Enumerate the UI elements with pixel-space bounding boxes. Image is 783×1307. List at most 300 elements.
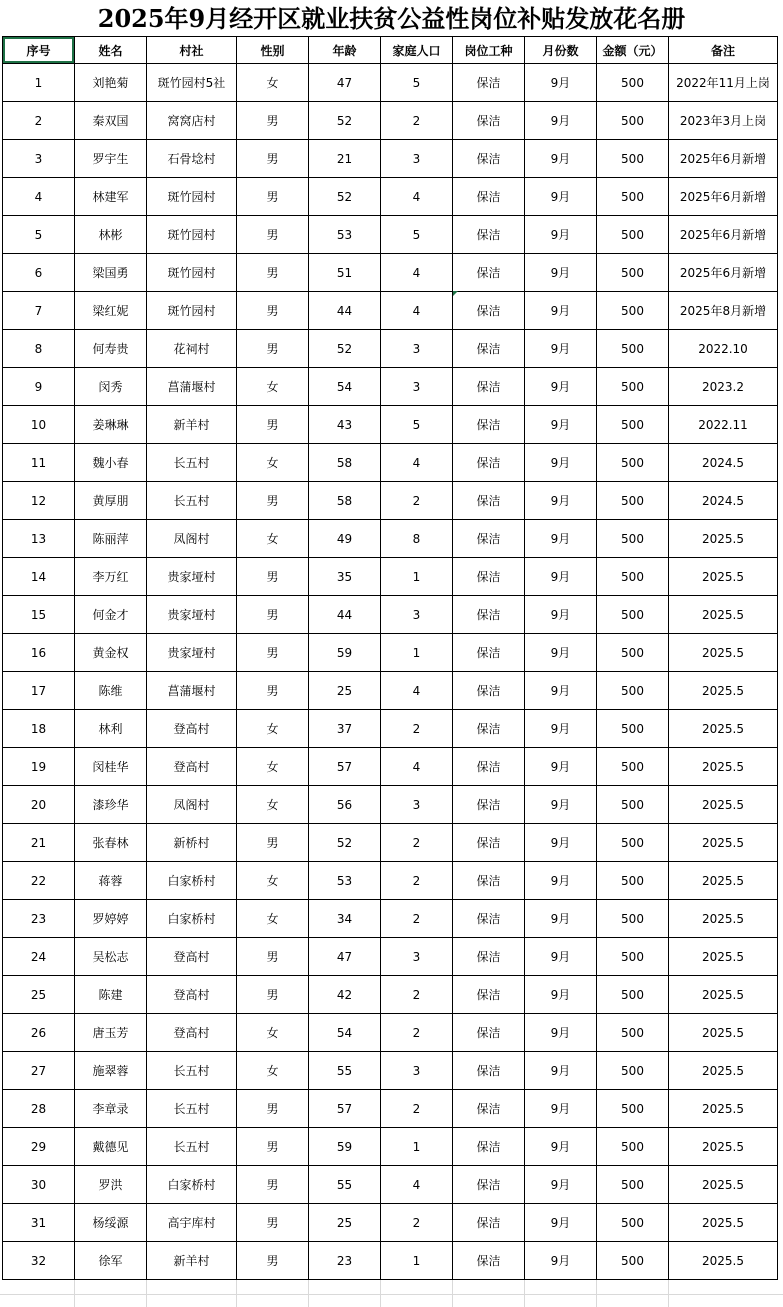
- cell-household[interactable]: 3: [381, 938, 453, 976]
- cell-village[interactable]: 斑竹园村: [147, 292, 237, 330]
- cell-village[interactable]: 石骨埝村: [147, 140, 237, 178]
- cell-household[interactable]: 2: [381, 102, 453, 140]
- cell-remark[interactable]: 2025.5: [669, 710, 778, 748]
- header-cell-amount[interactable]: 金额（元）: [597, 37, 669, 64]
- cell-month[interactable]: 9月: [525, 1090, 597, 1128]
- cell-job[interactable]: 保洁: [453, 900, 525, 938]
- cell-village[interactable]: 长五村: [147, 482, 237, 520]
- cell-age[interactable]: 47: [309, 938, 381, 976]
- cell-gender[interactable]: 男: [237, 1090, 309, 1128]
- cell-gender[interactable]: 男: [237, 216, 309, 254]
- cell-amount[interactable]: 500: [597, 292, 669, 330]
- cell-household[interactable]: 3: [381, 368, 453, 406]
- cell-gender[interactable]: 男: [237, 102, 309, 140]
- cell-name[interactable]: 吴松志: [75, 938, 147, 976]
- cell-month[interactable]: 9月: [525, 748, 597, 786]
- cell-job[interactable]: 保洁: [453, 824, 525, 862]
- cell-amount[interactable]: 500: [597, 1242, 669, 1280]
- cell-village[interactable]: 花祠村: [147, 330, 237, 368]
- cell-name[interactable]: 黄厚朋: [75, 482, 147, 520]
- cell-village[interactable]: 凤阁村: [147, 786, 237, 824]
- cell-month[interactable]: 9月: [525, 1166, 597, 1204]
- cell-job[interactable]: 保洁: [453, 1052, 525, 1090]
- cell-job[interactable]: 保洁: [453, 406, 525, 444]
- cell-age[interactable]: 57: [309, 1090, 381, 1128]
- cell-gender[interactable]: 男: [237, 558, 309, 596]
- cell-age[interactable]: 52: [309, 330, 381, 368]
- header-cell-age[interactable]: 年龄: [309, 37, 381, 64]
- cell-job[interactable]: 保洁: [453, 216, 525, 254]
- cell-village[interactable]: 贵家垭村: [147, 558, 237, 596]
- cell-household[interactable]: 5: [381, 216, 453, 254]
- cell-month[interactable]: 9月: [525, 1204, 597, 1242]
- cell-index[interactable]: 25: [3, 976, 75, 1014]
- cell-household[interactable]: 2: [381, 900, 453, 938]
- cell-household[interactable]: 2: [381, 1014, 453, 1052]
- cell-month[interactable]: 9月: [525, 976, 597, 1014]
- cell-remark[interactable]: 2022.11: [669, 406, 778, 444]
- cell-household[interactable]: 2: [381, 1204, 453, 1242]
- cell-remark[interactable]: 2025.5: [669, 520, 778, 558]
- cell-name[interactable]: 李章录: [75, 1090, 147, 1128]
- cell-household[interactable]: 5: [381, 406, 453, 444]
- cell-household[interactable]: 5: [381, 64, 453, 102]
- cell-household[interactable]: 2: [381, 976, 453, 1014]
- cell-job[interactable]: 保洁: [453, 862, 525, 900]
- cell-job[interactable]: 保洁: [453, 748, 525, 786]
- cell-household[interactable]: 4: [381, 672, 453, 710]
- cell-remark[interactable]: 2025.5: [669, 1204, 778, 1242]
- cell-name[interactable]: 罗婷婷: [75, 900, 147, 938]
- cell-job[interactable]: 保洁: [453, 634, 525, 672]
- cell-gender[interactable]: 女: [237, 444, 309, 482]
- cell-remark[interactable]: 2022.10: [669, 330, 778, 368]
- cell-gender[interactable]: 女: [237, 64, 309, 102]
- cell-month[interactable]: 9月: [525, 1128, 597, 1166]
- cell-age[interactable]: 54: [309, 368, 381, 406]
- cell-gender[interactable]: 男: [237, 330, 309, 368]
- cell-household[interactable]: 1: [381, 634, 453, 672]
- cell-village[interactable]: 长五村: [147, 1052, 237, 1090]
- cell-month[interactable]: 9月: [525, 1052, 597, 1090]
- header-cell-remark[interactable]: 备注: [669, 37, 778, 64]
- cell-village[interactable]: 长五村: [147, 444, 237, 482]
- cell-remark[interactable]: 2023.2: [669, 368, 778, 406]
- cell-amount[interactable]: 500: [597, 748, 669, 786]
- cell-age[interactable]: 53: [309, 862, 381, 900]
- cell-age[interactable]: 44: [309, 596, 381, 634]
- cell-month[interactable]: 9月: [525, 786, 597, 824]
- cell-index[interactable]: 22: [3, 862, 75, 900]
- cell-amount[interactable]: 500: [597, 938, 669, 976]
- cell-gender[interactable]: 男: [237, 178, 309, 216]
- cell-job[interactable]: 保洁: [453, 1166, 525, 1204]
- cell-village[interactable]: 菖蒲堰村: [147, 368, 237, 406]
- cell-household[interactable]: 2: [381, 710, 453, 748]
- cell-amount[interactable]: 500: [597, 634, 669, 672]
- cell-name[interactable]: 闵秀: [75, 368, 147, 406]
- cell-index[interactable]: 20: [3, 786, 75, 824]
- cell-name[interactable]: 唐玉芳: [75, 1014, 147, 1052]
- cell-gender[interactable]: 男: [237, 482, 309, 520]
- cell-household[interactable]: 2: [381, 482, 453, 520]
- cell-amount[interactable]: 500: [597, 140, 669, 178]
- cell-household[interactable]: 2: [381, 862, 453, 900]
- cell-job[interactable]: 保洁: [453, 520, 525, 558]
- cell-index[interactable]: 18: [3, 710, 75, 748]
- cell-amount[interactable]: 500: [597, 786, 669, 824]
- cell-gender[interactable]: 男: [237, 1204, 309, 1242]
- cell-remark[interactable]: 2025.5: [669, 596, 778, 634]
- cell-name[interactable]: 林建军: [75, 178, 147, 216]
- cell-village[interactable]: 贵家垭村: [147, 596, 237, 634]
- cell-village[interactable]: 贵家垭村: [147, 634, 237, 672]
- cell-index[interactable]: 11: [3, 444, 75, 482]
- cell-job[interactable]: 保洁: [453, 710, 525, 748]
- cell-month[interactable]: 9月: [525, 368, 597, 406]
- cell-household[interactable]: 3: [381, 140, 453, 178]
- cell-month[interactable]: 9月: [525, 938, 597, 976]
- cell-job[interactable]: 保洁: [453, 1014, 525, 1052]
- cell-remark[interactable]: 2025.5: [669, 824, 778, 862]
- cell-index[interactable]: 17: [3, 672, 75, 710]
- cell-month[interactable]: 9月: [525, 596, 597, 634]
- cell-job[interactable]: 保洁: [453, 1242, 525, 1280]
- cell-gender[interactable]: 女: [237, 710, 309, 748]
- cell-village[interactable]: 长五村: [147, 1090, 237, 1128]
- cell-index[interactable]: 7: [3, 292, 75, 330]
- cell-month[interactable]: 9月: [525, 900, 597, 938]
- cell-village[interactable]: 长五村: [147, 1128, 237, 1166]
- cell-job[interactable]: 保洁: [453, 1204, 525, 1242]
- header-cell-household[interactable]: 家庭人口: [381, 37, 453, 64]
- cell-household[interactable]: 4: [381, 1166, 453, 1204]
- cell-index[interactable]: 14: [3, 558, 75, 596]
- cell-index[interactable]: 16: [3, 634, 75, 672]
- cell-job[interactable]: 保洁: [453, 254, 525, 292]
- cell-name[interactable]: 陈维: [75, 672, 147, 710]
- cell-household[interactable]: 1: [381, 1242, 453, 1280]
- cell-village[interactable]: 新桥村: [147, 824, 237, 862]
- cell-index[interactable]: 4: [3, 178, 75, 216]
- cell-index[interactable]: 15: [3, 596, 75, 634]
- cell-month[interactable]: 9月: [525, 1014, 597, 1052]
- cell-village[interactable]: 新羊村: [147, 406, 237, 444]
- cell-remark[interactable]: 2025.5: [669, 1242, 778, 1280]
- cell-amount[interactable]: 500: [597, 976, 669, 1014]
- cell-gender[interactable]: 女: [237, 900, 309, 938]
- cell-job[interactable]: 保洁: [453, 102, 525, 140]
- cell-gender[interactable]: 女: [237, 748, 309, 786]
- cell-name[interactable]: 李万红: [75, 558, 147, 596]
- cell-remark[interactable]: 2025年6月新增: [669, 254, 778, 292]
- empty-grid-area[interactable]: [0, 1280, 783, 1307]
- cell-amount[interactable]: 500: [597, 64, 669, 102]
- cell-index[interactable]: 8: [3, 330, 75, 368]
- cell-month[interactable]: 9月: [525, 520, 597, 558]
- cell-age[interactable]: 58: [309, 444, 381, 482]
- cell-gender[interactable]: 男: [237, 1242, 309, 1280]
- cell-age[interactable]: 21: [309, 140, 381, 178]
- cell-name[interactable]: 罗洪: [75, 1166, 147, 1204]
- cell-job[interactable]: 保洁: [453, 292, 525, 330]
- cell-job[interactable]: 保洁: [453, 444, 525, 482]
- cell-month[interactable]: 9月: [525, 634, 597, 672]
- cell-name[interactable]: 张春林: [75, 824, 147, 862]
- cell-age[interactable]: 52: [309, 824, 381, 862]
- cell-remark[interactable]: 2025.5: [669, 1128, 778, 1166]
- cell-name[interactable]: 闵桂华: [75, 748, 147, 786]
- cell-amount[interactable]: 500: [597, 1052, 669, 1090]
- cell-amount[interactable]: 500: [597, 216, 669, 254]
- cell-village[interactable]: 登高村: [147, 976, 237, 1014]
- cell-name[interactable]: 施翠蓉: [75, 1052, 147, 1090]
- cell-gender[interactable]: 男: [237, 634, 309, 672]
- cell-name[interactable]: 林彬: [75, 216, 147, 254]
- header-cell-month[interactable]: 月份数: [525, 37, 597, 64]
- cell-name[interactable]: 黄金权: [75, 634, 147, 672]
- cell-job[interactable]: 保洁: [453, 178, 525, 216]
- cell-name[interactable]: 徐军: [75, 1242, 147, 1280]
- cell-village[interactable]: 登高村: [147, 710, 237, 748]
- cell-remark[interactable]: 2025.5: [669, 976, 778, 1014]
- cell-month[interactable]: 9月: [525, 178, 597, 216]
- cell-job[interactable]: 保洁: [453, 1090, 525, 1128]
- cell-remark[interactable]: 2025年6月新增: [669, 216, 778, 254]
- cell-gender[interactable]: 男: [237, 1166, 309, 1204]
- cell-index[interactable]: 2: [3, 102, 75, 140]
- header-cell-village[interactable]: 村社: [147, 37, 237, 64]
- cell-amount[interactable]: 500: [597, 482, 669, 520]
- cell-village[interactable]: 白家桥村: [147, 900, 237, 938]
- cell-job[interactable]: 保洁: [453, 140, 525, 178]
- cell-name[interactable]: 罗宇生: [75, 140, 147, 178]
- cell-index[interactable]: 10: [3, 406, 75, 444]
- cell-village[interactable]: 斑竹园村: [147, 254, 237, 292]
- cell-index[interactable]: 21: [3, 824, 75, 862]
- cell-month[interactable]: 9月: [525, 482, 597, 520]
- cell-remark[interactable]: 2025.5: [669, 786, 778, 824]
- cell-job[interactable]: 保洁: [453, 1128, 525, 1166]
- cell-name[interactable]: 陈建: [75, 976, 147, 1014]
- cell-name[interactable]: 蒋蓉: [75, 862, 147, 900]
- cell-remark[interactable]: 2025.5: [669, 1052, 778, 1090]
- cell-amount[interactable]: 500: [597, 1204, 669, 1242]
- cell-month[interactable]: 9月: [525, 330, 597, 368]
- cell-gender[interactable]: 男: [237, 406, 309, 444]
- cell-household[interactable]: 2: [381, 824, 453, 862]
- cell-age[interactable]: 37: [309, 710, 381, 748]
- cell-village[interactable]: 窝窝店村: [147, 102, 237, 140]
- cell-job[interactable]: 保洁: [453, 596, 525, 634]
- cell-month[interactable]: 9月: [525, 102, 597, 140]
- cell-name[interactable]: 漆珍华: [75, 786, 147, 824]
- cell-village[interactable]: 白家桥村: [147, 862, 237, 900]
- cell-index[interactable]: 5: [3, 216, 75, 254]
- cell-amount[interactable]: 500: [597, 900, 669, 938]
- cell-index[interactable]: 26: [3, 1014, 75, 1052]
- cell-name[interactable]: 杨绥源: [75, 1204, 147, 1242]
- cell-index[interactable]: 9: [3, 368, 75, 406]
- cell-village[interactable]: 凤阁村: [147, 520, 237, 558]
- cell-name[interactable]: 魏小春: [75, 444, 147, 482]
- cell-gender[interactable]: 男: [237, 596, 309, 634]
- cell-village[interactable]: 登高村: [147, 938, 237, 976]
- cell-name[interactable]: 梁国勇: [75, 254, 147, 292]
- cell-household[interactable]: 8: [381, 520, 453, 558]
- cell-household[interactable]: 2: [381, 1090, 453, 1128]
- cell-remark[interactable]: 2022年11月上岗: [669, 64, 778, 102]
- cell-age[interactable]: 25: [309, 1204, 381, 1242]
- cell-name[interactable]: 何金才: [75, 596, 147, 634]
- cell-household[interactable]: 1: [381, 1128, 453, 1166]
- cell-remark[interactable]: 2025.5: [669, 558, 778, 596]
- cell-month[interactable]: 9月: [525, 824, 597, 862]
- cell-index[interactable]: 13: [3, 520, 75, 558]
- cell-amount[interactable]: 500: [597, 102, 669, 140]
- cell-age[interactable]: 59: [309, 634, 381, 672]
- cell-job[interactable]: 保洁: [453, 368, 525, 406]
- cell-index[interactable]: 29: [3, 1128, 75, 1166]
- cell-amount[interactable]: 500: [597, 596, 669, 634]
- cell-remark[interactable]: 2024.5: [669, 444, 778, 482]
- cell-job[interactable]: 保洁: [453, 786, 525, 824]
- cell-month[interactable]: 9月: [525, 710, 597, 748]
- header-cell-name[interactable]: 姓名: [75, 37, 147, 64]
- cell-job[interactable]: 保洁: [453, 482, 525, 520]
- cell-gender[interactable]: 女: [237, 520, 309, 558]
- cell-gender[interactable]: 女: [237, 1014, 309, 1052]
- cell-household[interactable]: 4: [381, 178, 453, 216]
- cell-amount[interactable]: 500: [597, 862, 669, 900]
- cell-age[interactable]: 23: [309, 1242, 381, 1280]
- cell-gender[interactable]: 女: [237, 368, 309, 406]
- cell-gender[interactable]: 男: [237, 938, 309, 976]
- cell-remark[interactable]: 2023年3月上岗: [669, 102, 778, 140]
- cell-age[interactable]: 54: [309, 1014, 381, 1052]
- cell-month[interactable]: 9月: [525, 672, 597, 710]
- cell-age[interactable]: 43: [309, 406, 381, 444]
- cell-remark[interactable]: 2025.5: [669, 748, 778, 786]
- cell-index[interactable]: 27: [3, 1052, 75, 1090]
- cell-month[interactable]: 9月: [525, 444, 597, 482]
- cell-job[interactable]: 保洁: [453, 558, 525, 596]
- cell-amount[interactable]: 500: [597, 1166, 669, 1204]
- cell-amount[interactable]: 500: [597, 710, 669, 748]
- cell-name[interactable]: 姜琳琳: [75, 406, 147, 444]
- cell-gender[interactable]: 男: [237, 824, 309, 862]
- cell-amount[interactable]: 500: [597, 368, 669, 406]
- cell-name[interactable]: 林利: [75, 710, 147, 748]
- cell-job[interactable]: 保洁: [453, 64, 525, 102]
- cell-amount[interactable]: 500: [597, 558, 669, 596]
- cell-gender[interactable]: 女: [237, 862, 309, 900]
- cell-amount[interactable]: 500: [597, 330, 669, 368]
- cell-job[interactable]: 保洁: [453, 330, 525, 368]
- cell-remark[interactable]: 2025.5: [669, 900, 778, 938]
- cell-index[interactable]: 3: [3, 140, 75, 178]
- cell-amount[interactable]: 500: [597, 1090, 669, 1128]
- cell-household[interactable]: 3: [381, 786, 453, 824]
- cell-index[interactable]: 23: [3, 900, 75, 938]
- cell-age[interactable]: 35: [309, 558, 381, 596]
- cell-month[interactable]: 9月: [525, 140, 597, 178]
- cell-amount[interactable]: 500: [597, 824, 669, 862]
- cell-gender[interactable]: 男: [237, 1128, 309, 1166]
- cell-remark[interactable]: 2025.5: [669, 672, 778, 710]
- cell-month[interactable]: 9月: [525, 216, 597, 254]
- cell-job[interactable]: 保洁: [453, 938, 525, 976]
- cell-remark[interactable]: 2025.5: [669, 1090, 778, 1128]
- cell-gender[interactable]: 女: [237, 786, 309, 824]
- cell-name[interactable]: 陈丽萍: [75, 520, 147, 558]
- cell-village[interactable]: 斑竹园村5社: [147, 64, 237, 102]
- cell-name[interactable]: 梁红妮: [75, 292, 147, 330]
- cell-month[interactable]: 9月: [525, 292, 597, 330]
- cell-village[interactable]: 菖蒲堰村: [147, 672, 237, 710]
- cell-index[interactable]: 12: [3, 482, 75, 520]
- cell-gender[interactable]: 女: [237, 1052, 309, 1090]
- cell-household[interactable]: 3: [381, 596, 453, 634]
- cell-index[interactable]: 32: [3, 1242, 75, 1280]
- cell-index[interactable]: 6: [3, 254, 75, 292]
- cell-amount[interactable]: 500: [597, 520, 669, 558]
- cell-age[interactable]: 49: [309, 520, 381, 558]
- cell-remark[interactable]: 2024.5: [669, 482, 778, 520]
- cell-index[interactable]: 30: [3, 1166, 75, 1204]
- cell-remark[interactable]: 2025年6月新增: [669, 178, 778, 216]
- cell-month[interactable]: 9月: [525, 1242, 597, 1280]
- cell-remark[interactable]: 2025.5: [669, 862, 778, 900]
- cell-amount[interactable]: 500: [597, 1128, 669, 1166]
- cell-index[interactable]: 19: [3, 748, 75, 786]
- cell-gender[interactable]: 男: [237, 292, 309, 330]
- cell-remark[interactable]: 2025.5: [669, 1166, 778, 1204]
- cell-age[interactable]: 57: [309, 748, 381, 786]
- cell-month[interactable]: 9月: [525, 254, 597, 292]
- cell-remark[interactable]: 2025.5: [669, 1014, 778, 1052]
- cell-age[interactable]: 53: [309, 216, 381, 254]
- cell-remark[interactable]: 2025.5: [669, 634, 778, 672]
- cell-age[interactable]: 34: [309, 900, 381, 938]
- cell-name[interactable]: 秦双国: [75, 102, 147, 140]
- cell-household[interactable]: 1: [381, 558, 453, 596]
- cell-amount[interactable]: 500: [597, 406, 669, 444]
- cell-age[interactable]: 44: [309, 292, 381, 330]
- header-cell-index[interactable]: 序号: [3, 37, 75, 64]
- cell-index[interactable]: 28: [3, 1090, 75, 1128]
- cell-month[interactable]: 9月: [525, 862, 597, 900]
- cell-job[interactable]: 保洁: [453, 976, 525, 1014]
- cell-village[interactable]: 登高村: [147, 748, 237, 786]
- cell-village[interactable]: 斑竹园村: [147, 178, 237, 216]
- cell-remark[interactable]: 2025年8月新增: [669, 292, 778, 330]
- cell-gender[interactable]: 男: [237, 254, 309, 292]
- cell-index[interactable]: 1: [3, 64, 75, 102]
- cell-gender[interactable]: 男: [237, 672, 309, 710]
- cell-gender[interactable]: 男: [237, 976, 309, 1014]
- header-cell-job[interactable]: 岗位工种: [453, 37, 525, 64]
- header-cell-gender[interactable]: 性别: [237, 37, 309, 64]
- cell-name[interactable]: 何寿贵: [75, 330, 147, 368]
- cell-household[interactable]: 4: [381, 292, 453, 330]
- cell-age[interactable]: 42: [309, 976, 381, 1014]
- cell-remark[interactable]: 2025年6月新增: [669, 140, 778, 178]
- cell-village[interactable]: 新羊村: [147, 1242, 237, 1280]
- cell-age[interactable]: 51: [309, 254, 381, 292]
- cell-gender[interactable]: 男: [237, 140, 309, 178]
- cell-index[interactable]: 31: [3, 1204, 75, 1242]
